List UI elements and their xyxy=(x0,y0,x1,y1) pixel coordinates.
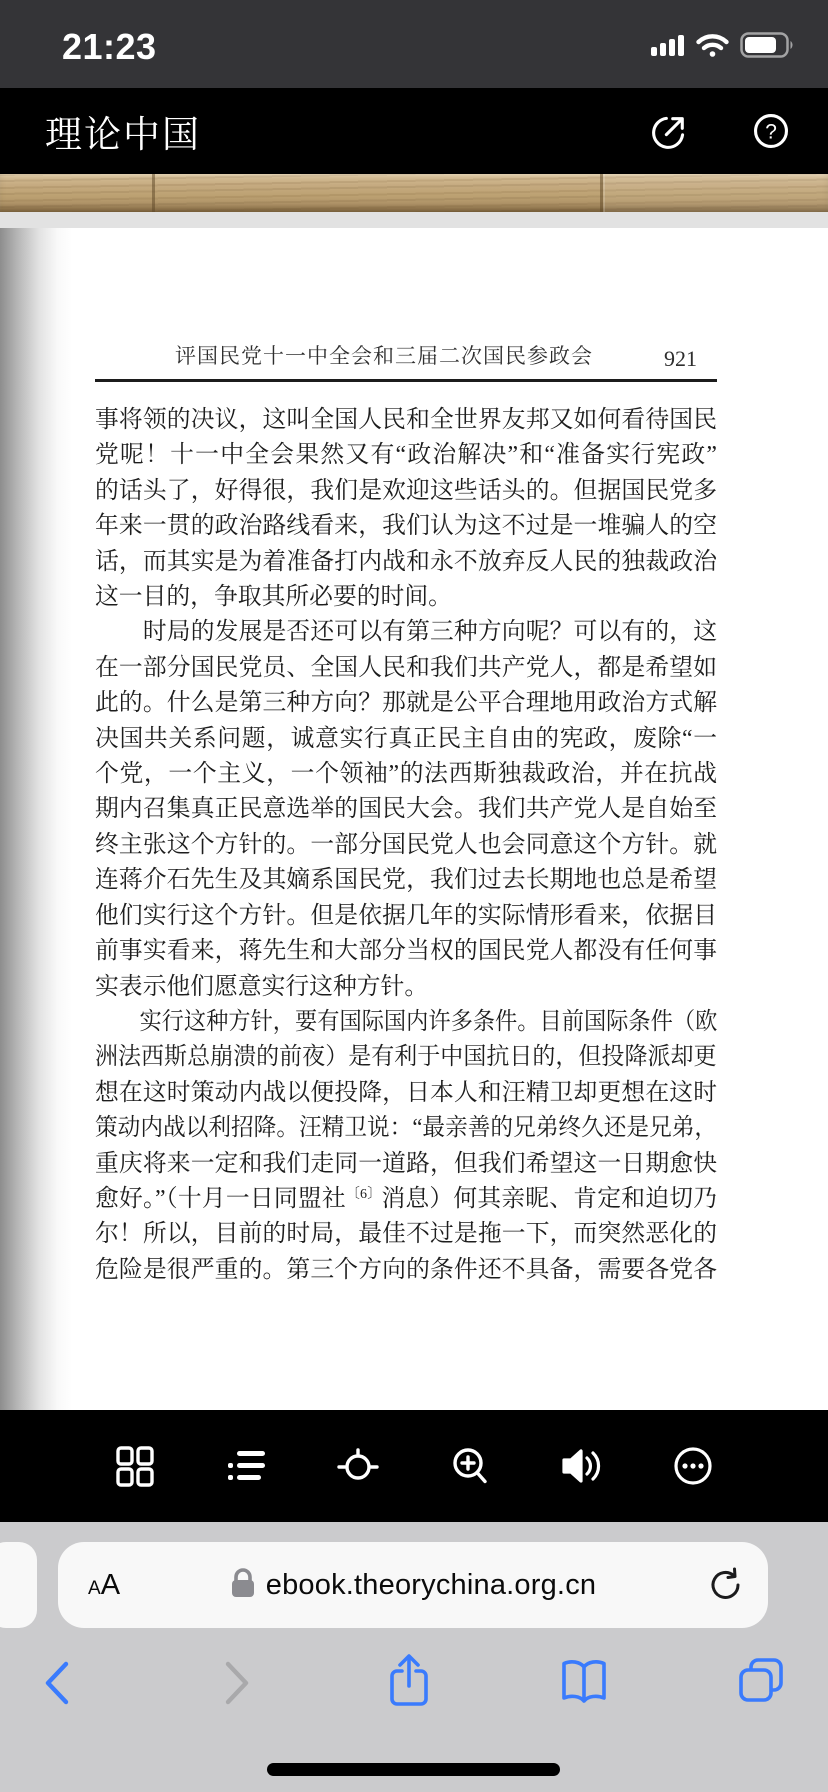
page-text-line: 个党，一个主义，一个领袖”的法西斯独裁政治，并在抗战 xyxy=(95,761,717,788)
page-text-line: 重庆将来一定和我们走同一道路，但我们希望这一日期愈快 xyxy=(95,1150,717,1177)
app-header xyxy=(0,88,828,174)
forward-icon xyxy=(218,1659,254,1710)
page-text-line: 在一部分国民党员、全国人民和我们共产党人，都是希望如 xyxy=(95,654,717,681)
svg-text:?: ? xyxy=(765,120,777,144)
page-text-line: 实行这种方针，要有国际国内许多条件。目前国际条件（欧 xyxy=(95,1008,718,1035)
page-text-line: 连蒋介石先生及其嫡系国民党，我们过去长期地也总是希望 xyxy=(95,867,717,894)
app-title: 理论中国 xyxy=(45,115,201,156)
page-text-line: 此的。什么是第三种方向？那就是公平合理地用政治方式解 xyxy=(95,690,717,717)
page-text-line: 党呢！十一中全会果然又有“政治解决”和“准备实行宪政” xyxy=(95,442,717,469)
tabs-icon[interactable] xyxy=(736,1656,786,1709)
wood-board xyxy=(604,174,828,212)
share-icon[interactable] xyxy=(385,1652,433,1711)
page-text-line: 事将领的决议，这叫全国人民和全世界友邦又如何看待国民 xyxy=(95,407,717,433)
more-options-icon[interactable] xyxy=(672,1445,714,1487)
text-size-button[interactable] xyxy=(88,1569,158,1602)
adjacent-tab-edge[interactable] xyxy=(0,1542,37,1628)
page-text-line: 实表示他们愿意实行这种方针。 xyxy=(95,973,429,1000)
page-text-line: 他们实行这个方针。但是依据几年的实际情形看来，依据目 xyxy=(95,902,717,929)
wood-seam xyxy=(600,174,603,212)
page-text-line: 危险是很严重的。第三个方向的条件还不具备，需要各党各 xyxy=(95,1256,717,1283)
url-text: ebook.theorychina.org.cn xyxy=(265,1568,597,1601)
read-aloud-icon[interactable] xyxy=(560,1445,602,1487)
page-text-line: 前事实看来，蒋先生和大部分当权的国民党人都没有任何事 xyxy=(95,938,717,965)
cellular-signal-icon xyxy=(651,33,685,62)
page-body xyxy=(95,403,717,1288)
address-bar[interactable] xyxy=(58,1542,768,1628)
bookmarks-icon[interactable] xyxy=(559,1658,609,1709)
lock-icon xyxy=(230,1567,256,1604)
zoom-in-icon[interactable] xyxy=(449,1445,491,1487)
open-external-icon[interactable] xyxy=(650,111,690,151)
page-text-line: 决国共关系问题，诚意实行真正民主自由的宪政，废除“一 xyxy=(95,725,717,752)
reader-toolbar xyxy=(0,1410,828,1522)
page-text-line: 洲法西斯总崩溃的前夜）是有利于中国抗日的，但投降派却更 xyxy=(95,1044,717,1071)
home-indicator[interactable] xyxy=(267,1763,560,1776)
page-text-line: 期内召集真正民意选举的国民大会。我们共产党人是自始至 xyxy=(95,796,717,823)
reload-icon[interactable] xyxy=(708,1567,744,1603)
footnote-marker[interactable]: 〔6〕 xyxy=(345,1186,382,1202)
back-icon[interactable] xyxy=(40,1659,76,1710)
clock: 21:23 xyxy=(62,26,157,67)
text-size-small-a: A xyxy=(88,1577,101,1599)
page-text-line: 的话头了，好得很，我们是欢迎这些话头的。但据国民党多 xyxy=(95,477,717,504)
page-text-line: 话，而其实是为着准备打内战和永不放弃反人民的独裁政治 xyxy=(95,548,717,575)
ebook-page xyxy=(0,228,828,1410)
page-text-line: 终主张这个方针的。一部分国民党人也会同意这个方针。就 xyxy=(95,831,717,858)
running-header-title: 评国民党十一中全会和三届二次国民参政会 xyxy=(175,344,593,368)
page-text-line: 愈好。”（十月一日同盟社$^{〔6〕}$消息）何其亲昵、肯定和迫切乃 xyxy=(95,1185,718,1212)
page-text-line: 这一目的，争取其所必要的时间。 xyxy=(95,584,452,611)
wood-seam xyxy=(152,174,155,212)
safari-bottom-chrome xyxy=(0,1522,828,1792)
page-text-line: 尔！所以，目前的时局，最佳不过是拖一下，而突然恶化的 xyxy=(95,1221,717,1248)
grid-catalog-icon[interactable] xyxy=(114,1445,156,1487)
help-icon[interactable] xyxy=(751,111,791,151)
bookshelf-wood-strip xyxy=(0,174,828,212)
page-text-line: 策动内战以利招降。汪精卫说：“最亲善的兄弟终久还是兄弟， xyxy=(95,1115,718,1142)
focus-icon[interactable] xyxy=(337,1445,379,1487)
text-size-large-a: A xyxy=(100,1568,121,1601)
header-rule xyxy=(95,379,717,382)
contents-list-icon[interactable] xyxy=(226,1445,268,1487)
url-group xyxy=(58,1567,768,1604)
page-number: 921 xyxy=(664,346,697,371)
page-text-line: 年来一贯的政治路线看来，我们认为这不过是一堆骗人的空 xyxy=(95,513,717,540)
page-top-margin xyxy=(0,212,828,228)
status-icons xyxy=(651,32,794,63)
page-text-line: 想在这时策动内战以便投降，日本人和汪精卫却更想在这时 xyxy=(95,1079,717,1106)
status-bar xyxy=(0,0,828,88)
battery-icon xyxy=(740,32,794,63)
page-text-line: 时局的发展是否还可以有第三种方向呢？可以有的，这 xyxy=(95,619,717,646)
wifi-icon xyxy=(696,33,729,62)
running-header xyxy=(95,228,717,372)
